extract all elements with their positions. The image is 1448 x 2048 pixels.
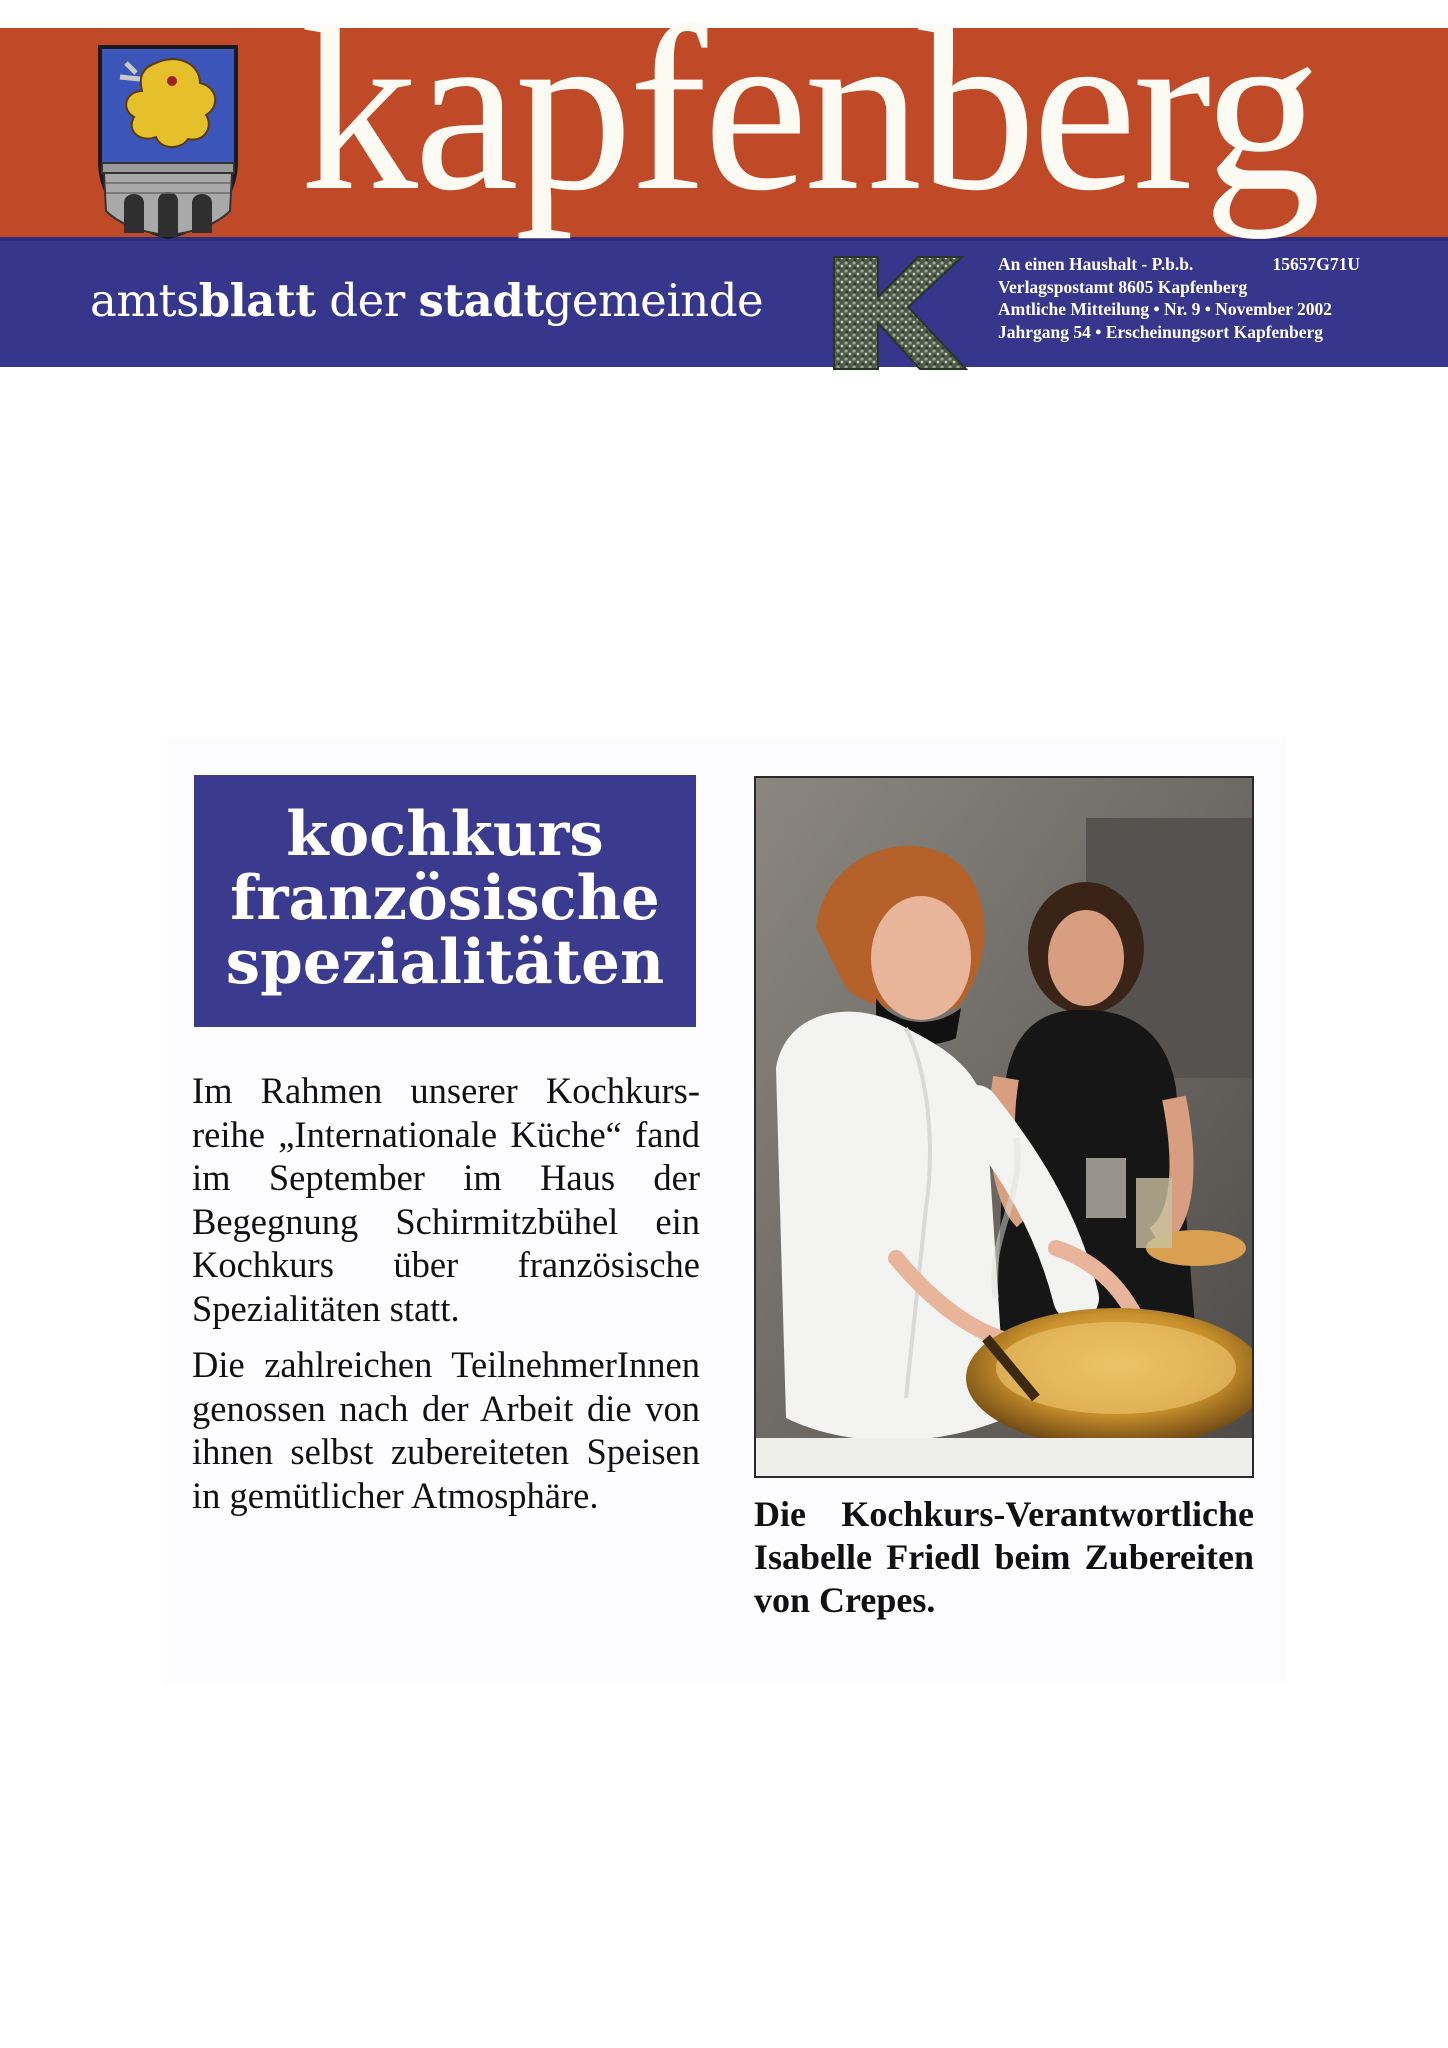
headline-line: französische — [230, 863, 660, 934]
headline-line: kochkurs — [286, 799, 604, 870]
photo-caption — [754, 1493, 1254, 1622]
masthead-subtitle: amtsblatt der stadtgemeinde — [90, 274, 764, 327]
pubinfo-line1-right: 15657G71U — [1272, 254, 1360, 274]
coat-of-arms-icon — [96, 43, 240, 239]
article-headline — [194, 799, 696, 998]
pubinfo-line2: Verlagspostamt 8605 Kapfenberg — [998, 276, 1248, 297]
article-photo — [754, 776, 1254, 1478]
k-logo-icon — [820, 253, 970, 373]
masthead-title: kapfenberg — [300, 0, 1318, 240]
pubinfo-line1-left: An einen Haushalt - P.b.b. — [998, 254, 1194, 274]
pubinfo-line3: Amtliche Mitteilung • Nr. 9 • November 2002 — [998, 299, 1333, 319]
publication-info — [998, 253, 1360, 343]
article — [163, 737, 1287, 1685]
article-body — [192, 1069, 700, 1530]
headline-line: spezialitäten — [225, 927, 665, 998]
caption-text: Die Kochkurs-Verantwortliche Isabelle Friedl beim Zubereiten von Crepes. — [754, 1494, 1254, 1620]
pubinfo-line4: Jahrgang 54 • Erscheinungsort Kapfenberg — [998, 321, 1324, 342]
headline-box — [194, 775, 696, 1027]
article-paragraph: Im Rahmen unserer Kochkursreihe „Internationale Küche“ fand im September im Haus der Begegnung Schirmitzbühel ein Kochkurs über französische Spezialitäten statt. — [192, 1070, 700, 1329]
cooking-photo-image — [756, 778, 1252, 1476]
masthead — [0, 0, 1448, 367]
article-paragraph: Die zahlreichen TeilnehmerInnen genossen nach der Arbeit die von ihnen selbst zubereiteten Speisen in gemütlicher Atmosphäre. — [192, 1344, 700, 1516]
